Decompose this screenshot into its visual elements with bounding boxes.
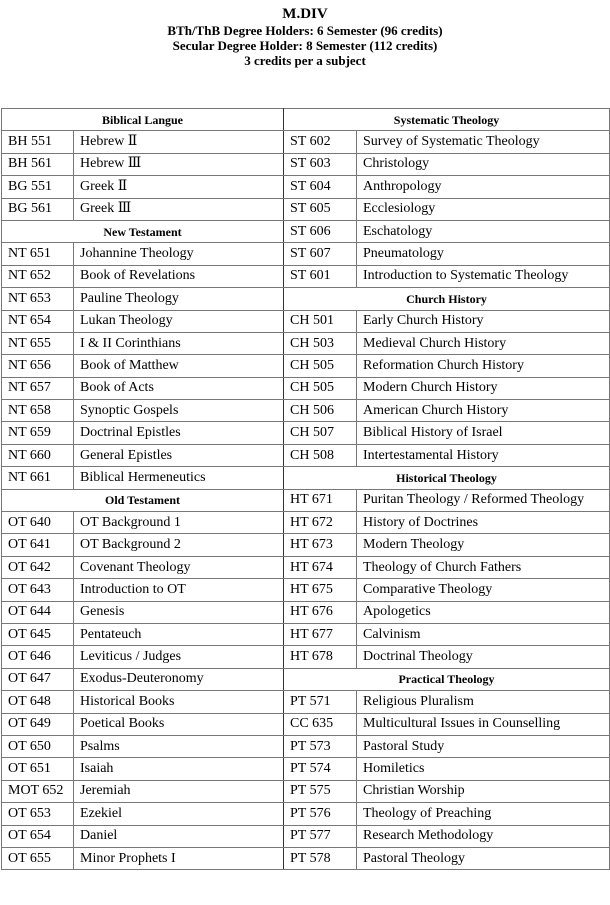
table-row: [2, 735, 610, 757]
course-name: Medieval Church History: [357, 332, 610, 354]
course-code: OT 646: [2, 646, 74, 668]
course-code: ST 603: [284, 153, 357, 175]
table-row: [2, 847, 610, 869]
course-name: Minor Prophets I: [74, 847, 284, 869]
course-name: Poetical Books: [74, 713, 284, 735]
course-code: ST 606: [284, 220, 357, 242]
course-name: Greek Ⅱ: [74, 176, 284, 198]
table-row: [2, 422, 610, 444]
course-code: NT 655: [2, 332, 74, 354]
course-code: NT 651: [2, 243, 74, 265]
credits-note: 3 credits per a subject: [244, 53, 366, 68]
course-name: Comparative Theology: [357, 579, 610, 601]
course-code: NT 657: [2, 377, 74, 399]
table-row: [2, 623, 610, 645]
table-row: [2, 400, 610, 422]
course-name: Biblical History of Israel: [357, 422, 610, 444]
document-header: [0, 6, 610, 68]
course-name: Jeremiah: [74, 780, 284, 802]
course-code: PT 575: [284, 780, 357, 802]
course-name: Theology of Church Fathers: [357, 556, 610, 578]
course-code: ST 602: [284, 131, 357, 153]
section-heading: New Testament: [2, 220, 284, 242]
course-code: BH 551: [2, 131, 74, 153]
table-row: [2, 265, 610, 287]
course-code: PT 574: [284, 758, 357, 780]
course-code: OT 650: [2, 735, 74, 757]
table-row: [2, 288, 610, 310]
course-name: Pastoral Study: [357, 735, 610, 757]
section-heading: Church History: [284, 288, 610, 310]
course-name: Puritan Theology / Reformed Theology: [357, 489, 610, 511]
course-code: NT 656: [2, 355, 74, 377]
course-name: Reformation Church History: [357, 355, 610, 377]
course-name: Modern Church History: [357, 377, 610, 399]
table-row: [2, 691, 610, 713]
table-row: [2, 131, 610, 153]
course-name: Modern Theology: [357, 534, 610, 556]
course-name: Biblical Hermeneutics: [74, 467, 284, 489]
course-name: Eschatology: [357, 220, 610, 242]
table-row: [2, 780, 610, 802]
course-name: Pauline Theology: [74, 288, 284, 310]
table-row: [2, 803, 610, 825]
course-code: OT 641: [2, 534, 74, 556]
section-heading: Systematic Theology: [284, 109, 610, 131]
course-name: Lukan Theology: [74, 310, 284, 332]
course-code: HT 672: [284, 512, 357, 534]
course-name: Synoptic Gospels: [74, 400, 284, 422]
course-name: Pastoral Theology: [357, 847, 610, 869]
course-name: Hebrew Ⅱ: [74, 131, 284, 153]
course-name: Calvinism: [357, 623, 610, 645]
course-name: Book of Matthew: [74, 355, 284, 377]
degree-line-secular: Secular Degree Holder: 8 Semester (112 credits): [172, 38, 438, 53]
course-code: OT 644: [2, 601, 74, 623]
course-name: Leviticus / Judges: [74, 646, 284, 668]
course-code: ST 607: [284, 243, 357, 265]
course-code: OT 655: [2, 847, 74, 869]
course-name: Daniel: [74, 825, 284, 847]
table-row: [2, 825, 610, 847]
course-code: NT 654: [2, 310, 74, 332]
course-code: OT 651: [2, 758, 74, 780]
course-name: Book of Revelations: [74, 265, 284, 287]
course-code: PT 571: [284, 691, 357, 713]
table-row: [2, 377, 610, 399]
course-code: NT 658: [2, 400, 74, 422]
course-name: Doctrinal Epistles: [74, 422, 284, 444]
course-name: General Epistles: [74, 444, 284, 466]
course-code: ST 601: [284, 265, 357, 287]
course-name: Early Church History: [357, 310, 610, 332]
table-row: [2, 220, 610, 242]
course-code: NT 659: [2, 422, 74, 444]
course-name: Apologetics: [357, 601, 610, 623]
course-code: PT 577: [284, 825, 357, 847]
course-name: Doctrinal Theology: [357, 646, 610, 668]
course-name: Greek Ⅲ: [74, 198, 284, 220]
course-code: BG 561: [2, 198, 74, 220]
section-heading: Historical Theology: [284, 467, 610, 489]
table-row: [2, 489, 610, 511]
table-row: [2, 668, 610, 690]
course-name: Homiletics: [357, 758, 610, 780]
course-code: OT 643: [2, 579, 74, 601]
course-name: Psalms: [74, 735, 284, 757]
table-row: [2, 713, 610, 735]
course-code: CH 506: [284, 400, 357, 422]
course-name: Ecclesiology: [357, 198, 610, 220]
table-row: [2, 579, 610, 601]
course-name: Ezekiel: [74, 803, 284, 825]
course-code: PT 578: [284, 847, 357, 869]
course-name: Historical Books: [74, 691, 284, 713]
table-row: [2, 512, 610, 534]
table-row: [2, 153, 610, 175]
table-row: [2, 310, 610, 332]
course-code: HT 675: [284, 579, 357, 601]
degree-line-bth: BTh/ThB Degree Holders: 6 Semester (96 credits): [167, 23, 443, 38]
course-name: Multicultural Issues in Counselling: [357, 713, 610, 735]
course-name: Introduction to Systematic Theology: [357, 265, 610, 287]
course-code: NT 660: [2, 444, 74, 466]
course-name: Covenant Theology: [74, 556, 284, 578]
course-code: OT 640: [2, 512, 74, 534]
course-name: American Church History: [357, 400, 610, 422]
course-code: OT 649: [2, 713, 74, 735]
course-name: Exodus-Deuteronomy: [74, 668, 284, 690]
course-code: HT 677: [284, 623, 357, 645]
course-code: OT 648: [2, 691, 74, 713]
course-code: PT 576: [284, 803, 357, 825]
course-name: Religious Pluralism: [357, 691, 610, 713]
course-name: Christology: [357, 153, 610, 175]
course-code: OT 645: [2, 623, 74, 645]
section-heading: Practical Theology: [284, 668, 610, 690]
course-name: Christian Worship: [357, 780, 610, 802]
course-code: PT 573: [284, 735, 357, 757]
course-table-body: [2, 109, 610, 870]
course-code: BH 561: [2, 153, 74, 175]
table-row: [2, 176, 610, 198]
course-code: NT 661: [2, 467, 74, 489]
course-name: Survey of Systematic Theology: [357, 131, 610, 153]
course-code: HT 671: [284, 489, 357, 511]
course-code: MOT 652: [2, 780, 74, 802]
course-name: Pneumatology: [357, 243, 610, 265]
table-row: [2, 534, 610, 556]
course-name: Pentateuch: [74, 623, 284, 645]
course-name: Introduction to OT: [74, 579, 284, 601]
course-code: OT 653: [2, 803, 74, 825]
document-title: M.DIV: [282, 6, 328, 22]
course-name: Hebrew Ⅲ: [74, 153, 284, 175]
section-heading: Old Testament: [2, 489, 284, 511]
course-code: ST 604: [284, 176, 357, 198]
table-row: [2, 467, 610, 489]
course-name: Anthropology: [357, 176, 610, 198]
table-row: [2, 355, 610, 377]
course-code: CH 501: [284, 310, 357, 332]
course-code: HT 676: [284, 601, 357, 623]
course-name: OT Background 2: [74, 534, 284, 556]
table-row: [2, 444, 610, 466]
course-name: Genesis: [74, 601, 284, 623]
course-code: BG 551: [2, 176, 74, 198]
course-name: OT Background 1: [74, 512, 284, 534]
course-code: CH 508: [284, 444, 357, 466]
course-code: NT 653: [2, 288, 74, 310]
course-code: HT 673: [284, 534, 357, 556]
course-name: Book of Acts: [74, 377, 284, 399]
section-heading: Biblical Langue: [2, 109, 284, 131]
table-row: [2, 109, 610, 131]
course-code: OT 654: [2, 825, 74, 847]
course-table: [1, 108, 610, 870]
table-row: [2, 758, 610, 780]
course-code: ST 605: [284, 198, 357, 220]
course-code: CH 505: [284, 377, 357, 399]
table-row: [2, 198, 610, 220]
course-code: HT 674: [284, 556, 357, 578]
course-name: Isaiah: [74, 758, 284, 780]
course-name: History of Doctrines: [357, 512, 610, 534]
course-code: NT 652: [2, 265, 74, 287]
course-name: Johannine Theology: [74, 243, 284, 265]
course-name: I & II Corinthians: [74, 332, 284, 354]
table-row: [2, 556, 610, 578]
course-code: HT 678: [284, 646, 357, 668]
course-code: OT 642: [2, 556, 74, 578]
table-row: [2, 332, 610, 354]
course-code: OT 647: [2, 668, 74, 690]
course-code: CH 507: [284, 422, 357, 444]
table-row: [2, 646, 610, 668]
course-code: CH 505: [284, 355, 357, 377]
table-row: [2, 601, 610, 623]
course-name: Theology of Preaching: [357, 803, 610, 825]
course-name: Intertestamental History: [357, 444, 610, 466]
table-row: [2, 243, 610, 265]
course-name: Research Methodology: [357, 825, 610, 847]
course-code: CC 635: [284, 713, 357, 735]
course-code: CH 503: [284, 332, 357, 354]
